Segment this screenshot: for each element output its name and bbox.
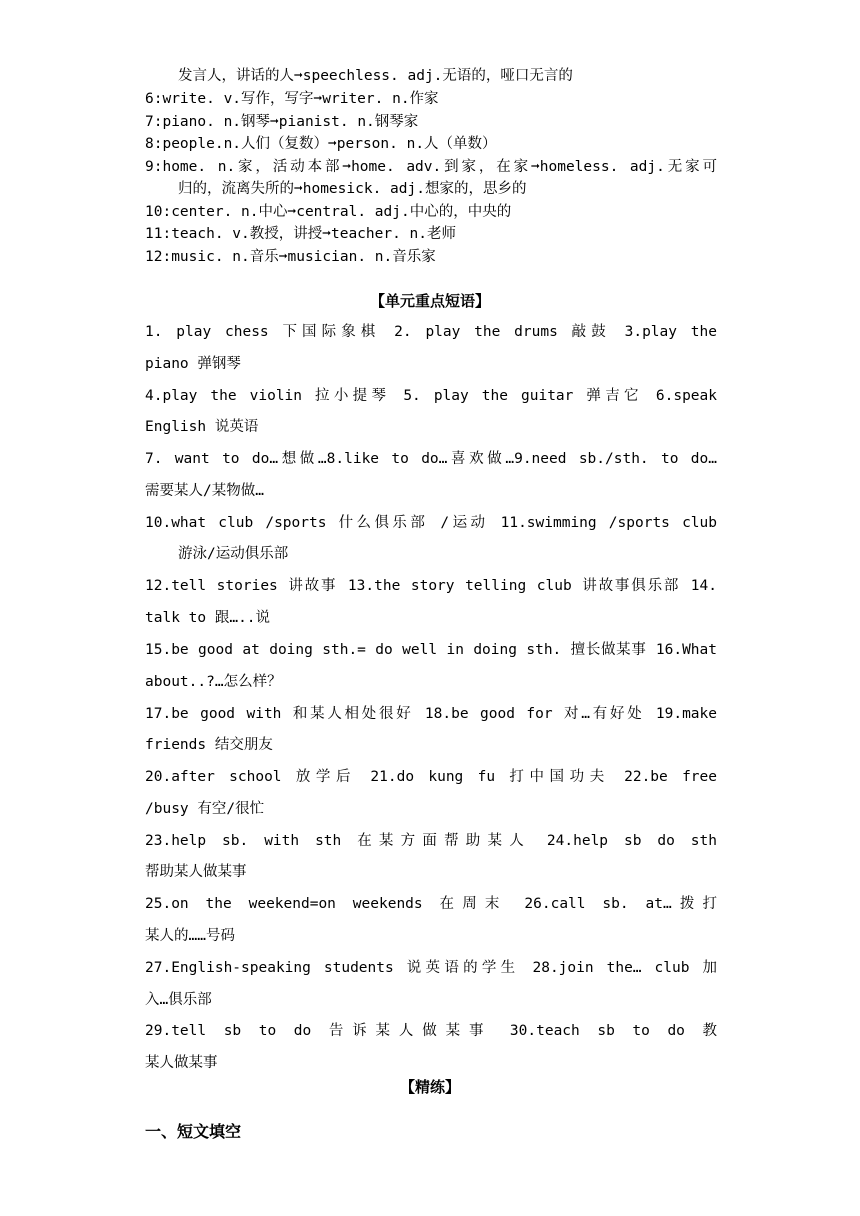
phrase-line: talk to 跟…..说: [145, 610, 271, 626]
phrase-line: 帮助某人做某事: [145, 864, 247, 880]
vocab-line: 12:music. n.音乐➞musician. n.音乐家: [145, 249, 436, 265]
phrase-line: 27.English-speaking students 说英语的学生 28.join the… club 加: [145, 960, 717, 976]
phrase-line: about..?…怎么样？: [145, 674, 282, 690]
phrase-line: 1. play chess 下国际象棋 2. play the drums 敲鼓 3.play the: [145, 324, 717, 340]
vocab-line: 6:write. v.写作，写字➞writer. n.作家: [145, 91, 439, 107]
phrase-line: 12.tell stories 讲故事 13.the story telling club 讲故事俱乐部 14.: [145, 578, 717, 594]
phrase-line: 某人的……号码: [145, 928, 235, 944]
phrase-line: 17.be good with 和某人相处很好 18.be good for 对…有好处 19.make: [145, 706, 717, 722]
section-heading: 一、短文填空: [145, 1122, 242, 1141]
vocab-line: 7:piano. n.钢琴➞pianist. n.钢琴家: [145, 114, 419, 130]
phrase-line: piano 弹钢琴: [145, 356, 241, 372]
phrase-line: friends 结交朋友: [145, 737, 273, 753]
phrase-line: 游泳/运动俱乐部: [178, 546, 289, 562]
phrase-line: 20.after school 放学后 21.do kung fu 打中国功夫 22.be free: [145, 769, 717, 785]
phrase-line: 25.on the weekend=on weekends 在周末 26.call sb. at…拨打: [145, 896, 717, 912]
phrase-line: 某人做某事: [145, 1055, 218, 1071]
vocab-line: 11:teach. v.教授，讲授➞teacher. n.老师: [145, 226, 457, 242]
phrase-line: 入…俱乐部: [145, 992, 212, 1008]
phrase-line: 23.help sb. with sth 在某方面帮助某人 24.help sb do sth: [145, 833, 717, 849]
practice-title: 【精练】: [399, 1078, 460, 1096]
vocab-line: 发言人，讲话的人➞speechless. adj.无语的，哑口无言的: [178, 68, 573, 84]
vocab-line: 归的，流离失所的➞homesick. adj.想家的，思乡的: [178, 181, 527, 197]
phrase-line: 需要某人/某物做…: [145, 483, 264, 499]
phrase-line: /busy 有空/很忙: [145, 801, 265, 817]
phrase-line: 15.be good at doing sth.= do well in doing sth. 擅长做某事 16.What: [145, 642, 717, 658]
phrase-line: 10.what club /sports 什么俱乐部 /运动 11.swimming /sports club: [145, 515, 717, 531]
phrase-line: 29.tell sb to do 告诉某人做某事 30.teach sb to do 教: [145, 1023, 717, 1039]
phrase-line: 4.play the violin 拉小提琴 5. play the guitar 弹吉它 6.speak: [145, 388, 717, 404]
phrase-line: English 说英语: [145, 419, 259, 435]
phrases-title: 【单元重点短语】: [369, 292, 490, 310]
vocab-line: 9:home. n.家，活动本部➞home. adv.到家，在家➞homeless. adj.无家可: [145, 159, 717, 175]
phrase-line: 7. want to do…想做…8.like to do…喜欢做…9.need sb./sth. to do…: [145, 451, 717, 467]
vocab-line: 10:center. n.中心➞central. adj.中心的，中央的: [145, 204, 512, 220]
vocab-line: 8:people.n.人们（复数）➞person. n.人（单数）: [145, 136, 497, 152]
